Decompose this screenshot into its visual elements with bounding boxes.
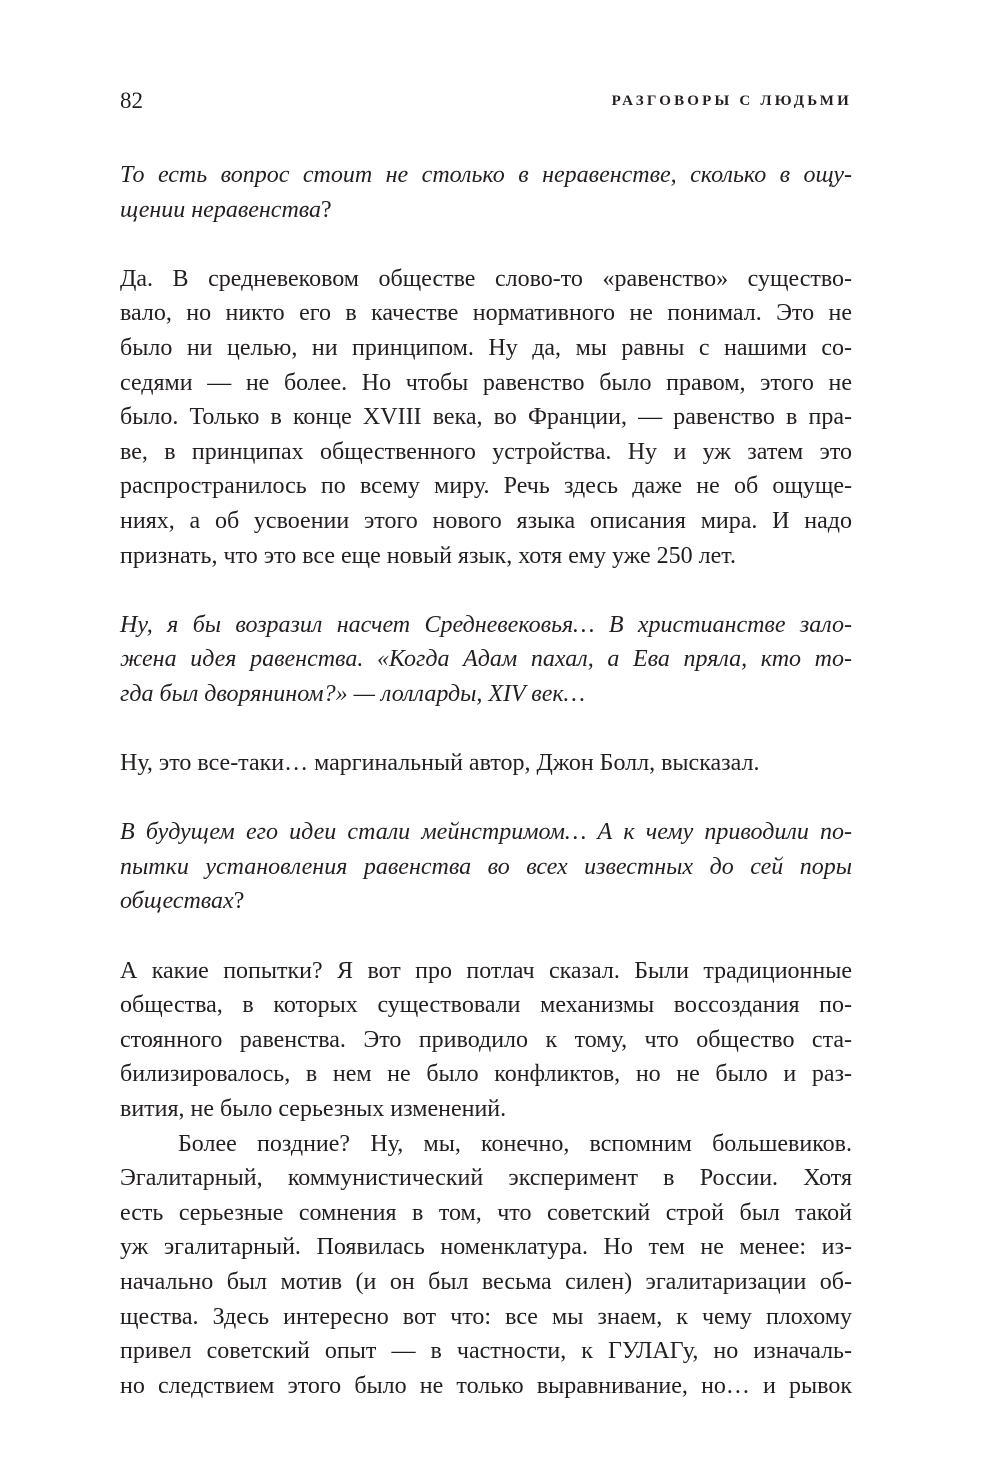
text-line: есть серьезные сомнения в том, что советский строй был такой [120,1199,852,1226]
text-line [120,193,852,228]
text-line: общества, в которых существовали механизмы воссоздания по- [120,992,852,1019]
interviewer-question [120,158,852,227]
text-line: ве, в принципах общественного устройства. Ну и уж затем это [120,438,852,465]
text-line: щества. Здесь интересно вот что: все мы знаем, к чему плохому [120,1303,852,1330]
running-head [120,80,852,120]
text-line: было ни целью, ни принципом. Ну да, мы равны с нашими со- [120,334,852,361]
text-line: было. Только в конце XVIII века, во Франции, — равенство в пра- [120,404,852,431]
text-line: То есть вопрос стоит не столько в неравенстве, сколько в ощу- [120,162,852,188]
text-line: седями — не более. Но чтобы равенство было правом, этого не [120,369,852,396]
text-line: Эгалитарный, коммунистический эксперимент в России. Хотя [120,1165,852,1192]
text-line: Ну, я бы возразил насчет Средневековья… В христианстве зало- [120,611,852,638]
respondent-answer-continued [120,1127,852,1404]
page-number: 82 [120,88,143,113]
text-line: стоянного равенства. Это приводило к тому, что общество ста- [120,1026,852,1053]
text-line: билизировалось, в нем не было конфликтов, но не было и раз- [120,1061,852,1088]
text-line: обществах? [120,888,245,915]
text-line: распространилось по всему миру. Речь здесь даже не об ощуще- [120,473,852,500]
interviewer-question [120,608,852,712]
running-title: РАЗГОВОРЫ С ЛЮДЬМИ [611,93,852,109]
text-line: вало, но никто его в качестве нормативного не понимал. Это не [120,300,852,327]
text-line: В будущем его идеи стали мейнстримом… А к чему приводили по- [120,819,852,846]
text-line: пытки установления равенства во всех известных до сей поры [120,853,852,880]
question-mark: ? [233,888,245,915]
text-line: ниях, а об усвоении этого нового языка описания мира. И надо [120,507,852,534]
interviewer-question [120,815,852,919]
text-line: признать, что это все еще новый язык, хотя ему уже 250 лет. [120,542,736,569]
text-line: жена идея равенства. «Когда Адам пахал, а Ева пряла, кто то- [120,646,852,673]
text-line: Более поздние? Ну, мы, конечно, вспомним большевиков. [178,1130,852,1157]
text-line: А какие попытки? Я вот про потлач сказал. Были традиционные [120,957,852,984]
respondent-answer [120,262,852,573]
text-line-content: щении неравенства? [120,196,332,223]
text-line: уж эгалитарный. Появилась номенклатура. Но тем не менее: из- [120,1234,852,1261]
text-line: Ну, это все-таки… маргинальный автор, Джон Болл, высказал. [120,750,760,777]
text-line: гда был дворянином?» — лолларды, XIV век… [120,680,585,707]
respondent-answer [120,954,852,1127]
respondent-answer [120,746,852,781]
text-line: привел советский опыт — в частности, к ГУЛАГу, но изначаль- [120,1338,852,1365]
text-line: начально был мотив (и он был весьма силен) эгалитаризации об- [120,1269,852,1295]
text-line: вития, не было серьезных изменений. [120,1096,507,1123]
text-line: но следствием этого было не только выравнивание, но… и рывок [120,1372,852,1399]
book-page [120,80,852,1403]
text-line: Да. В средневековом обществе слово-то «равенство» существо- [120,265,852,292]
question-mark: ? [321,196,332,223]
